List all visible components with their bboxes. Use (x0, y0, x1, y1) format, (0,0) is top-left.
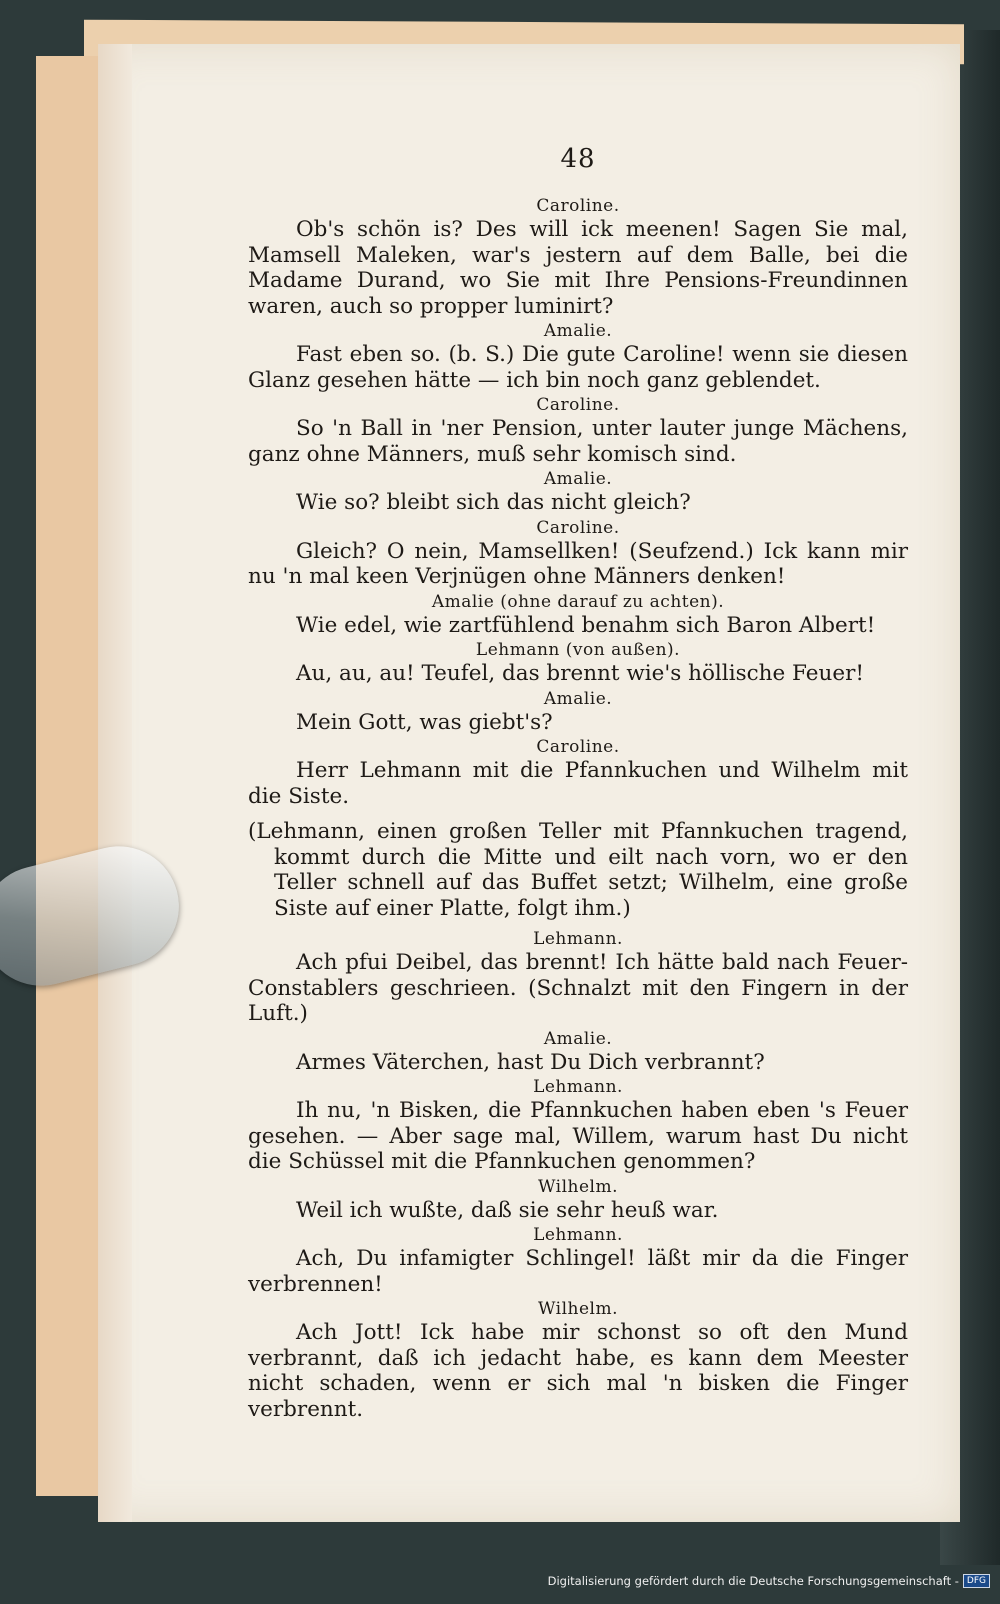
dialogue-line: Wie edel, wie zartfühlend benahm sich Baron Albert! (296, 612, 876, 638)
dfg-logo: DFG (963, 1574, 990, 1588)
dialogue-line: Ach pfui Deibel, das brennt! Ich hätte bald nach Feuer-Constablers geschrieen. (Schnalzt mit den Fingern in der Luft.) (248, 950, 908, 1026)
dialogue-line: Fast eben so. (b. S.) Die gute Caroline! wenn sie diesen Glanz gesehen hätte — ich bin noch ganz geblendet. (248, 342, 908, 393)
stage-direction: (Lehmann, einen großen Teller mit Pfannkuchen tragend, kommt durch die Mitte und eilt nach vorn, wo er den Teller schnell auf das Buffet setzt; Wilhelm, eine große Siste auf einer Platte, folgt ihm.) (248, 819, 908, 921)
book-cover-board (36, 56, 107, 1496)
book-page (98, 44, 960, 1522)
dialogue-line: Au, au, au! Teufel, das brennt wie's höllische Feuer! (296, 661, 864, 686)
dialogue-line: So 'n Ball in 'ner Pension, unter lauter junge Mächens, ganz ohne Männers, muß sehr komisch sind. (248, 416, 908, 467)
speaker-name: Lehmann. (533, 1225, 623, 1245)
dialogue-line: Wie so? bleibt sich das nicht gleich? (296, 490, 691, 515)
dialogue-line: Weil ich wußte, daß sie sehr heuß war. (296, 1197, 719, 1223)
speaker-name: Caroline. (536, 737, 620, 757)
speaker-name: Amalie. (543, 321, 613, 341)
speaker-name: Wilhelm. (537, 1176, 619, 1197)
speaker-name: Lehmann. (533, 1077, 623, 1097)
dialogue-line: Ach, Du infamigter Schlingel! läßt mir da die Finger verbrennen! (248, 1246, 908, 1297)
page-number: 48 (560, 144, 596, 174)
dialogue-line: Herr Lehmann mit die Pfannkuchen und Wilhelm mit die Siste. (248, 758, 908, 809)
speaker-name: Wilhelm. (537, 1299, 619, 1319)
speaker-name: Amalie. (543, 688, 613, 709)
dialogue-body (248, 196, 908, 1422)
dialogue-line: Ih nu, 'n Bisken, die Pfannkuchen haben eben 's Feuer gesehen. — Aber sage mal, Willem, warum hast Du nicht die Schüssel mit die Pfannkuchen genommen? (248, 1098, 908, 1174)
speaker-name: Caroline. (536, 517, 620, 538)
page-text-block (248, 144, 908, 1422)
speaker-name: Lehmann (von außen). (475, 640, 681, 660)
digitization-footer (548, 1574, 990, 1588)
speaker-name: Amalie (ohne darauf zu achten). (431, 591, 725, 612)
dialogue-line: Gleich? O nein, Mamsellken! (Seufzend.) Ick kann mir nu 'n mal keen Verjnügen ohne Männers denken! (248, 538, 908, 589)
speaker-name: Caroline. (536, 395, 620, 415)
footer-credit: Digitalisierung gefördert durch die Deutsche Forschungsgemeinschaft - (547, 1574, 959, 1588)
speaker-name: Amalie. (543, 1028, 613, 1049)
dialogue-line: Mein Gott, was giebt's? (296, 709, 553, 735)
speaker-name: Caroline. (536, 196, 620, 216)
speaker-name: Lehmann. (533, 929, 623, 949)
dialogue-line: Armes Väterchen, hast Du Dich verbrannt? (296, 1049, 765, 1075)
dialogue-line: Ach Jott! Ick habe mir schonst so oft den Mund verbrannt, daß ich jedacht habe, es kann dem Meester nicht schaden, wenn er sich mal 'n bisken die Finger verbrennt. (248, 1320, 908, 1422)
speaker-name: Amalie. (543, 469, 613, 489)
dialogue-line: Ob's schön is? Des will ick meenen! Sagen Sie mal, Mamsell Maleken, war's jestern auf dem Balle, bei die Madame Durand, wo Sie mit Ihre Pensions-Freundinnen waren, auch so propper luminirt? (248, 217, 908, 319)
